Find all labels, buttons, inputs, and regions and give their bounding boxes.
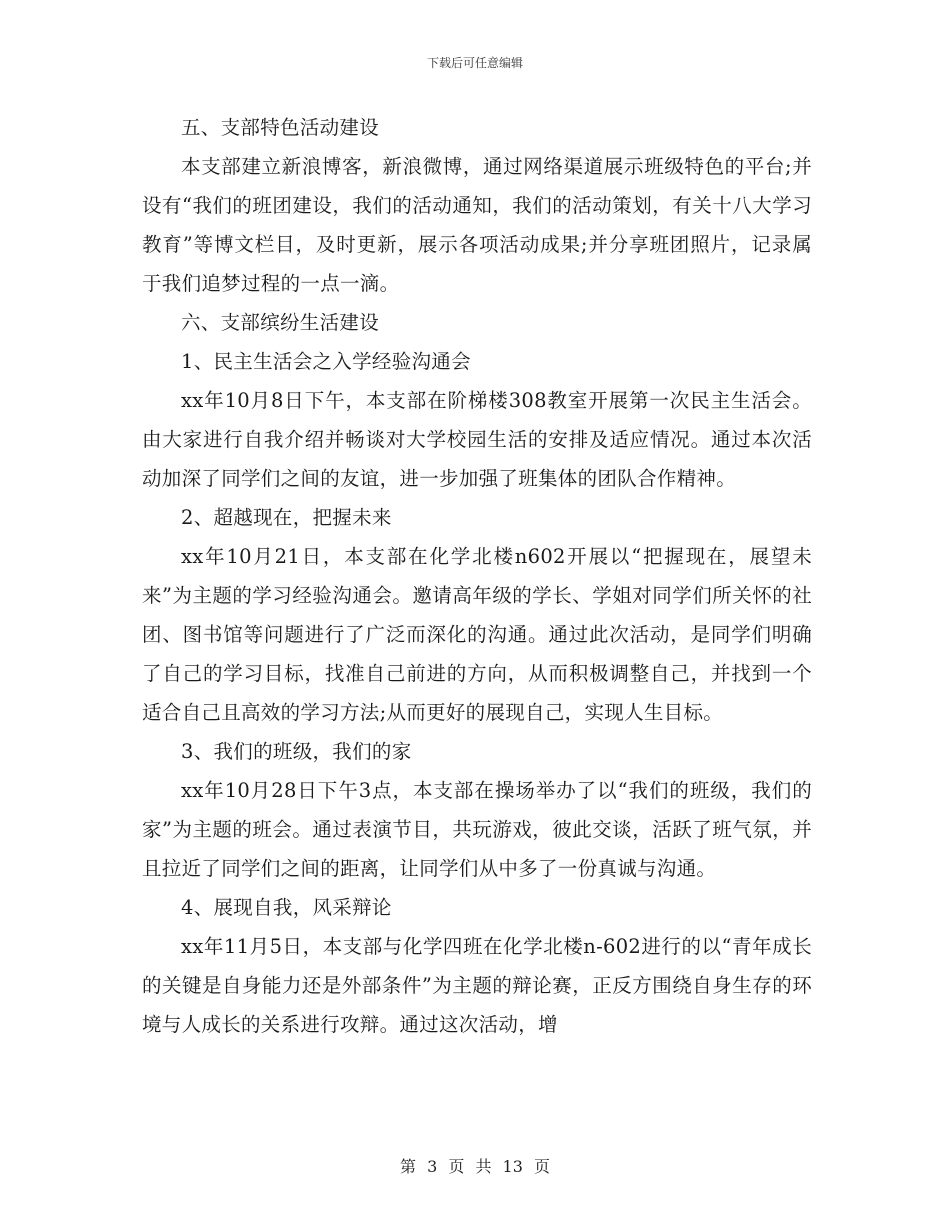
subheading-1: 1、民主生活会之入学经验沟通会 [181,350,471,373]
paragraph-blog: 本支部建立新浪博客，新浪微博，通过网络渠道展示班级特色的平台;并设有“我们的班团建设，我们的活动通知，我们的活动策划，有关十八大学习教育”等博文栏目，及时更新，展示各项活动成果;并分享班团照片，记录属于我们追梦过程的一点一滴。 [142,155,812,295]
document-body [142,108,812,1044]
section-heading-6: 六、支部缤纷生活建设 [181,311,380,334]
paragraph-3: xx年10月28日下午3点，本支部在操场举办了以“我们的班级，我们的家”为主题的班会。通过表演节目，共玩游戏，彼此交谈，活跃了班气氛，并且拉近了同学们之间的距离，让同学们从中多了一份真诚与沟通。 [142,779,812,880]
subheading-2: 2、超越现在，把握未来 [181,506,392,529]
subheading-3: 3、我们的班级，我们的家 [181,740,412,763]
section-heading-5: 五、支部特色活动建设 [181,116,380,139]
paragraph-4: xx年11月5日，本支部与化学四班在化学北楼n-602进行的以“青年成长的关键是自身能力还是外部条件”为主题的辩论赛，正反方围绕自身生存的环境与人成长的关系进行攻辩。通过这次活动，增 [142,935,812,1036]
paragraph-1: xx年10月8日下午，本支部在阶梯楼308教室开展第一次民主生活会。由大家进行自我介绍并畅谈对大学校园生活的安排及适应情况。通过本次活动加深了同学们之间的友谊，进一步加强了班集体的团队合作精神。 [142,389,812,490]
page-footer: 第 3 页 共 13 页 [400,1157,550,1176]
subheading-4: 4、展现自我，风采辩论 [181,896,392,919]
page-header: 下载后可任意编辑 [426,56,523,70]
paragraph-2: xx年10月21日，本支部在化学北楼n602开展以“把握现在，展望未来”为主题的学习经验沟通会。邀请高年级的学长、学姐对同学们所关怀的社团、图书馆等问题进行了广泛而深化的沟通。通过此次活动，是同学们明确了自己的学习目标，找准自己前进的方向，从而积极调整自己，并找到一个适合自己且高效的学习方法;从而更好的展现自己，实现人生目标。 [142,545,812,724]
